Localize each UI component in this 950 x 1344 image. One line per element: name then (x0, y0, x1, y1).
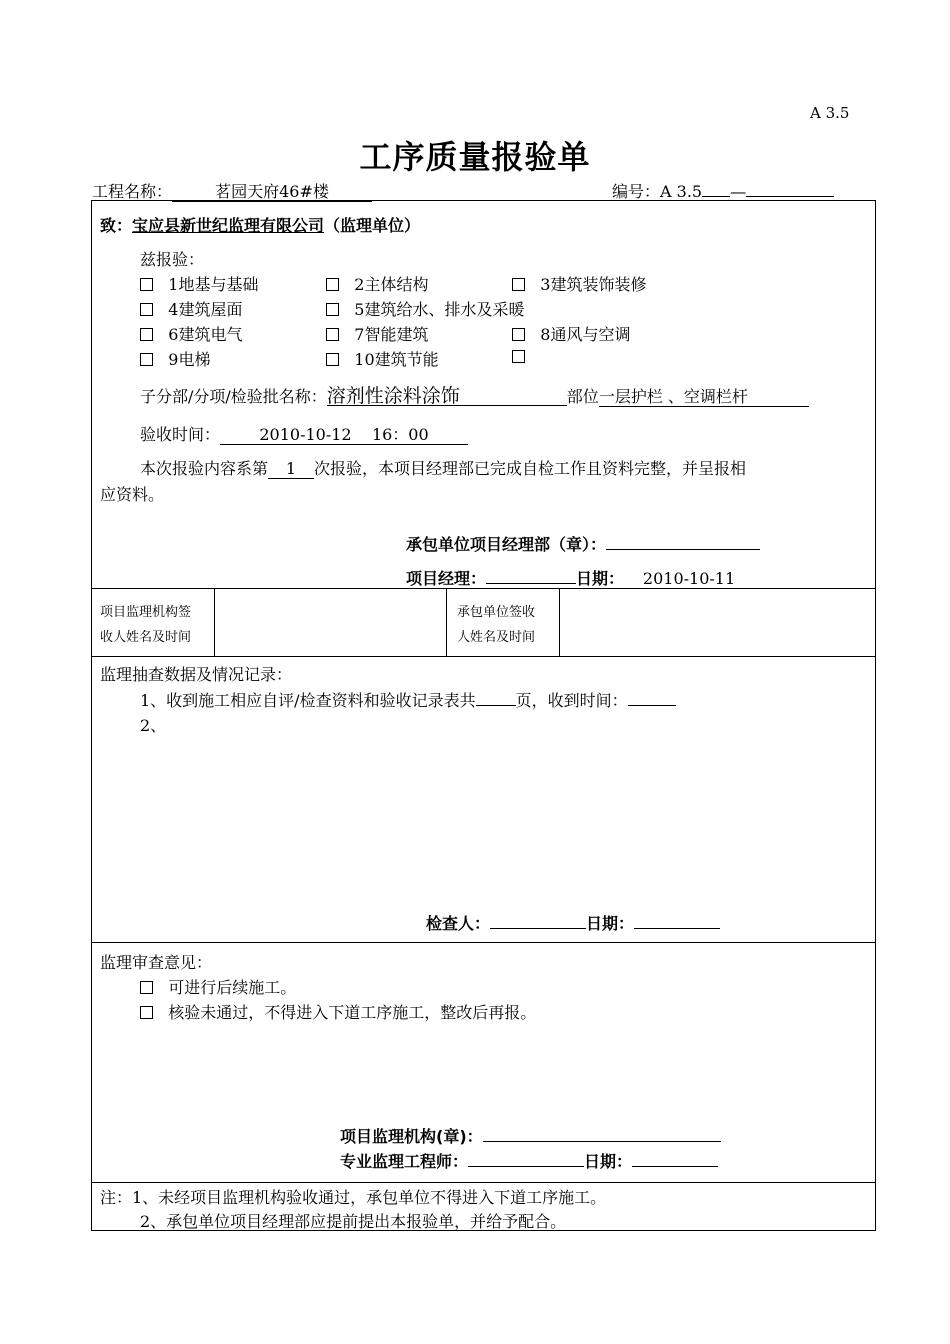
page-count-field[interactable] (476, 705, 516, 706)
number-field-1[interactable] (702, 196, 730, 197)
contractor-sign-label: 承包单位签收 人姓名及时间 (457, 605, 536, 645)
sign-cell-divider-1 (214, 588, 215, 656)
check-record-item-2: 2、 (140, 716, 167, 735)
form-code: A 3.5 (810, 104, 850, 122)
received-time-field[interactable] (628, 705, 676, 706)
checkbox[interactable] (512, 328, 525, 341)
project-name-row (92, 179, 372, 202)
location-value[interactable]: 一层护栏 、空调栏杆 (599, 388, 809, 407)
option-item[interactable]: 9电梯 (140, 347, 210, 370)
checkbox[interactable] (326, 278, 339, 291)
subitem-label: 子分部/分项/检验批名称： (140, 387, 327, 406)
review-option-1[interactable]: 可进行后续施工。 (140, 975, 296, 998)
option-item[interactable]: 4建筑屋面 (140, 297, 242, 320)
review-option-2[interactable]: 核验未通过，不得进入下道工序施工，整改后再报。 (140, 1000, 536, 1023)
project-name-value[interactable]: 茗园天府46#楼 (172, 183, 372, 202)
check-record-title: 监理抽查数据及情况记录： (100, 665, 293, 684)
supervision-org-field[interactable] (483, 1141, 721, 1142)
option-item[interactable]: 2主体结构 (326, 272, 428, 295)
subitem-value[interactable]: 溶剂性涂料涂饰 (327, 387, 567, 406)
submission-count[interactable]: 1 (268, 460, 314, 479)
option-item[interactable]: 10建筑节能 (326, 347, 439, 370)
project-label: 工程名称： (92, 182, 173, 201)
number-label: 编号： (612, 182, 661, 201)
checkbox[interactable] (512, 278, 525, 291)
checker-row: 检查人： 日期： (426, 911, 720, 934)
checkbox[interactable] (512, 350, 525, 363)
addressee-suffix: （监理单位） (324, 216, 421, 235)
supervisor-sign-label: 项目监理机构签 收人姓名及时间 (100, 605, 192, 645)
checkbox[interactable] (326, 328, 339, 341)
pm-row: 项目经理： 日期： 2010-10-11 (406, 566, 754, 589)
row-divider-2 (91, 656, 876, 657)
option-item[interactable]: 7智能建筑 (326, 322, 428, 345)
pm-date-value[interactable]: 2010-10-11 (624, 570, 754, 589)
note-line-2: 2、承包单位项目经理部应提前提出本报验单，并给予配合。 (140, 1212, 567, 1231)
pm-signature-field[interactable] (486, 583, 576, 584)
table-top-border (91, 200, 876, 201)
checkbox[interactable] (140, 328, 153, 341)
engineer-date-field[interactable] (632, 1166, 718, 1167)
location-label: 部位 (566, 387, 599, 406)
supervision-company: 宝应县新世纪监理有限公司 (132, 216, 325, 235)
checkbox[interactable] (326, 303, 339, 316)
statement-line2: 应资料。 (100, 485, 165, 504)
table-left-border (91, 200, 92, 1230)
option-item[interactable]: 1地基与基础 (140, 272, 258, 295)
number-field-2[interactable] (746, 196, 834, 197)
checkbox[interactable] (140, 303, 153, 316)
contractor-stamp-field[interactable] (606, 549, 760, 550)
option-item[interactable]: 8通风与空调 (512, 322, 630, 345)
accept-time-label: 验收时间： (140, 425, 221, 444)
addressee (100, 213, 420, 236)
contractor-stamp-row: 承包单位项目经理部（章）： (406, 532, 760, 555)
form-number-row (612, 179, 834, 202)
engineer-field[interactable] (468, 1166, 584, 1167)
option-item[interactable]: 5建筑给水、排水及采暖 (326, 297, 524, 320)
table-right-border (875, 200, 876, 1230)
engineer-row: 专业监理工程师： 日期： (340, 1149, 718, 1172)
number-prefix: A 3.5 (660, 182, 703, 201)
note-line-1: 注：1、未经项目监理机构验收通过，承包单位不得进入下道工序施工。 (100, 1188, 607, 1207)
checkbox[interactable] (140, 353, 153, 366)
checkbox[interactable] (140, 1006, 153, 1019)
submit-label: 兹报验： (140, 250, 205, 269)
statement-line1: 本次报验内容系第 1 次报验，本项目经理部已完成自检工作且资料完整，并呈报相 (140, 459, 747, 478)
contractor-sign-field[interactable] (561, 590, 873, 654)
option-item[interactable] (512, 347, 525, 366)
review-title: 监理审查意见： (100, 953, 213, 972)
checkbox[interactable] (326, 353, 339, 366)
accept-time-value[interactable]: 2010-10-12 16：00 (220, 426, 468, 445)
row-divider-3 (91, 942, 876, 943)
row-divider-4 (91, 1182, 876, 1183)
sign-cell-divider-2 (446, 588, 447, 656)
form-title: 工序质量报验单 (359, 138, 591, 176)
option-item[interactable]: 3建筑装饰装修 (512, 272, 646, 295)
accept-time-row (140, 422, 468, 445)
number-sep: — (730, 182, 747, 201)
checker-date-field[interactable] (634, 928, 720, 929)
supervision-org-row: 项目监理机构(章)： (340, 1124, 721, 1147)
checkbox[interactable] (140, 278, 153, 291)
addressee-prefix: 致： (100, 216, 133, 235)
subitem-row (140, 384, 809, 407)
option-item[interactable]: 6建筑电气 (140, 322, 242, 345)
sign-cell-divider-3 (559, 588, 560, 656)
supervisor-sign-field[interactable] (216, 590, 444, 654)
checker-field[interactable] (490, 928, 586, 929)
checkbox[interactable] (140, 981, 153, 994)
check-record-item-1: 1、收到施工相应自评/检查资料和验收记录表共 页，收到时间： (140, 688, 676, 711)
